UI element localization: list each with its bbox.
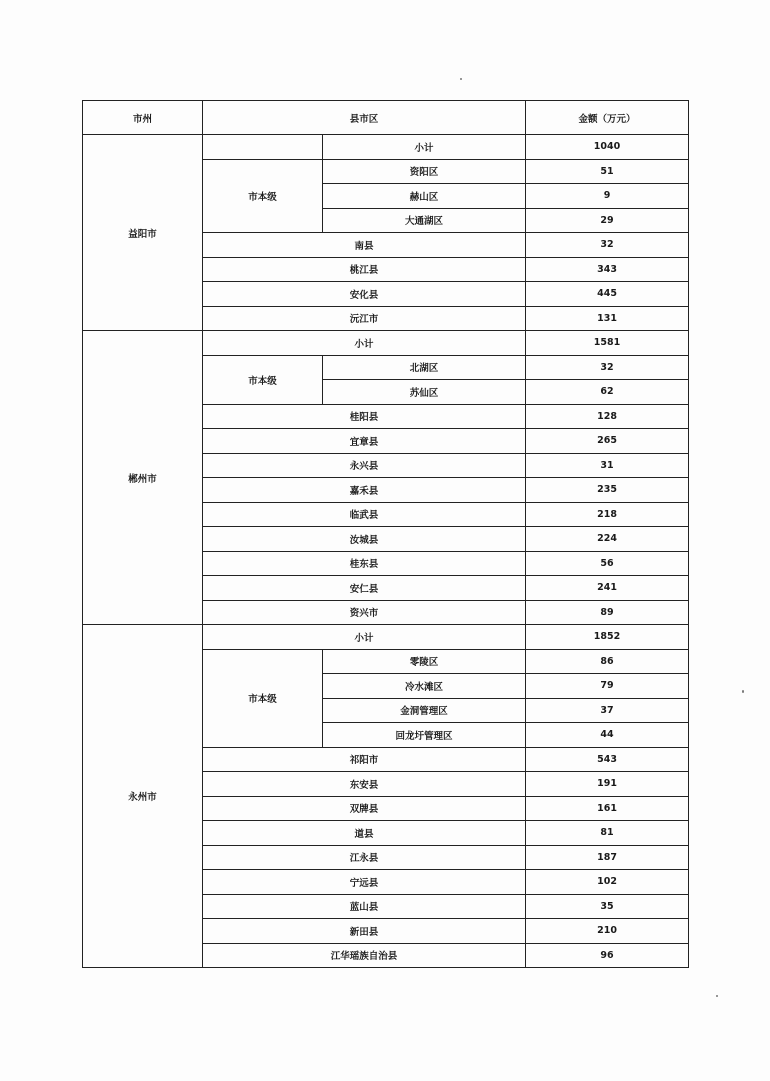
district-name: 苏仙区 (323, 380, 526, 405)
district-name: 冷水滩区 (323, 674, 526, 699)
county-name: 沅江市 (203, 306, 526, 331)
district-amount: 29 (526, 208, 689, 233)
city-level-label: 市本级 (203, 159, 323, 233)
county-name: 临武县 (203, 502, 526, 527)
table-row (83, 331, 689, 356)
county-name: 安仁县 (203, 576, 526, 601)
header-amount: 金额（万元） (526, 101, 689, 135)
county-amount: 128 (526, 404, 689, 429)
county-amount: 131 (526, 306, 689, 331)
subtotal-amount: 1581 (526, 331, 689, 356)
district-amount: 44 (526, 723, 689, 748)
county-amount: 265 (526, 429, 689, 454)
county-amount: 210 (526, 919, 689, 944)
district-amount: 9 (526, 184, 689, 209)
county-name: 宜章县 (203, 429, 526, 454)
county-name: 永兴县 (203, 453, 526, 478)
county-amount: 35 (526, 894, 689, 919)
district-name: 大通湖区 (323, 208, 526, 233)
header-district: 县市区 (203, 101, 526, 135)
county-name: 资兴市 (203, 600, 526, 625)
district-amount: 51 (526, 159, 689, 184)
county-amount: 32 (526, 233, 689, 258)
header-city: 市州 (83, 101, 203, 135)
blank-cell (203, 135, 323, 160)
district-name: 零陵区 (323, 649, 526, 674)
district-name: 金洞管理区 (323, 698, 526, 723)
city-level-label: 市本级 (203, 355, 323, 404)
county-amount: 235 (526, 478, 689, 503)
district-amount: 32 (526, 355, 689, 380)
subtotal-label: 小计 (203, 331, 526, 356)
county-amount: 218 (526, 502, 689, 527)
county-amount: 241 (526, 576, 689, 601)
city-name: 益阳市 (83, 135, 203, 331)
county-name: 嘉禾县 (203, 478, 526, 503)
county-name: 桃江县 (203, 257, 526, 282)
table-row (83, 625, 689, 650)
county-name: 宁远县 (203, 870, 526, 895)
county-amount: 191 (526, 772, 689, 797)
county-name: 新田县 (203, 919, 526, 944)
county-name: 道县 (203, 821, 526, 846)
county-amount: 343 (526, 257, 689, 282)
scan-speck (460, 78, 462, 80)
county-name: 江永县 (203, 845, 526, 870)
district-amount: 79 (526, 674, 689, 699)
subtotal-label: 小计 (323, 135, 526, 160)
county-name: 祁阳市 (203, 747, 526, 772)
district-name: 资阳区 (323, 159, 526, 184)
county-amount: 187 (526, 845, 689, 870)
district-name: 回龙圩管理区 (323, 723, 526, 748)
county-name: 汝城县 (203, 527, 526, 552)
county-amount: 31 (526, 453, 689, 478)
district-name: 赫山区 (323, 184, 526, 209)
city-level-label: 市本级 (203, 649, 323, 747)
table-row (83, 135, 689, 160)
county-name: 桂东县 (203, 551, 526, 576)
county-name: 南县 (203, 233, 526, 258)
district-amount: 37 (526, 698, 689, 723)
subtotal-label: 小计 (203, 625, 526, 650)
county-name: 江华瑶族自治县 (203, 943, 526, 968)
fund-allocation-table (82, 100, 689, 968)
county-amount: 56 (526, 551, 689, 576)
county-amount: 445 (526, 282, 689, 307)
county-amount: 89 (526, 600, 689, 625)
county-amount: 81 (526, 821, 689, 846)
district-amount: 86 (526, 649, 689, 674)
subtotal-amount: 1852 (526, 625, 689, 650)
scan-speck (742, 690, 744, 693)
city-name: 永州市 (83, 625, 203, 968)
county-name: 双牌县 (203, 796, 526, 821)
scan-speck (716, 995, 718, 997)
county-amount: 96 (526, 943, 689, 968)
county-name: 东安县 (203, 772, 526, 797)
city-name: 郴州市 (83, 331, 203, 625)
table-header-row (83, 101, 689, 135)
county-amount: 102 (526, 870, 689, 895)
subtotal-amount: 1040 (526, 135, 689, 160)
county-amount: 543 (526, 747, 689, 772)
county-amount: 224 (526, 527, 689, 552)
county-amount: 161 (526, 796, 689, 821)
county-name: 安化县 (203, 282, 526, 307)
county-name: 桂阳县 (203, 404, 526, 429)
county-name: 蓝山县 (203, 894, 526, 919)
district-amount: 62 (526, 380, 689, 405)
district-name: 北湖区 (323, 355, 526, 380)
